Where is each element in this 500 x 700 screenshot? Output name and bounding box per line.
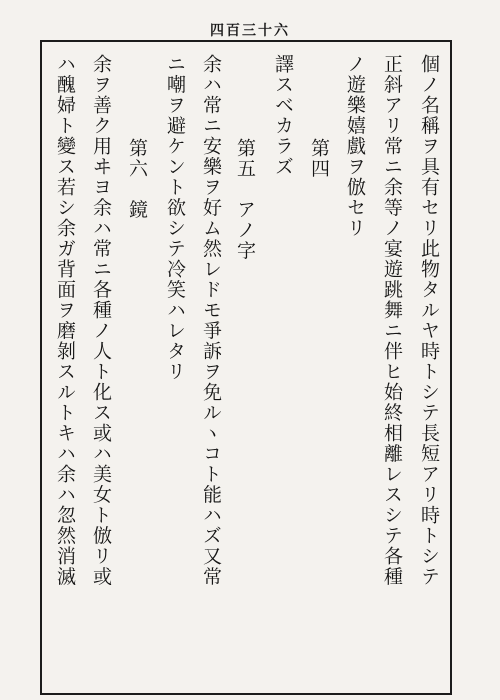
section-heading: 第四 <box>308 138 330 179</box>
text-column: 正斜アリ常ニ余等ノ宴遊跳舞ニ伴ヒ始終相離レスシテ各種 <box>381 54 403 587</box>
text-column: 個ノ名稱ヲ具有セリ此物タルヤ時トシテ長短アリ時トシテ <box>418 54 440 587</box>
text-column: ハ醜婦ト變ス若シ余ガ背面ヲ磨剝スルトキハ余ハ忽然消滅 <box>54 54 76 587</box>
text-column: 譯スベカラズ <box>272 54 294 177</box>
page-number: 四百三十六 <box>210 23 290 39</box>
text-frame <box>40 40 452 695</box>
text-column: ノ遊樂嬉戲ヲ倣セリ <box>344 54 366 239</box>
section-heading: 第五 アノ字 <box>234 138 256 261</box>
text-column: ニ嘲ヲ避ケント欲シテ冷笑ハレタリ <box>164 54 186 382</box>
text-column: 余ヲ善ク用ヰヨ余ハ常ニ各種ノ人ト化ス或ハ美女ト倣リ或 <box>90 54 112 587</box>
section-heading: 第六 鏡 <box>126 138 148 220</box>
text-column: 余ハ常ニ安樂ヲ好ム然レドモ爭訴ヲ免ルヽコト能ハズ又常 <box>200 54 222 587</box>
